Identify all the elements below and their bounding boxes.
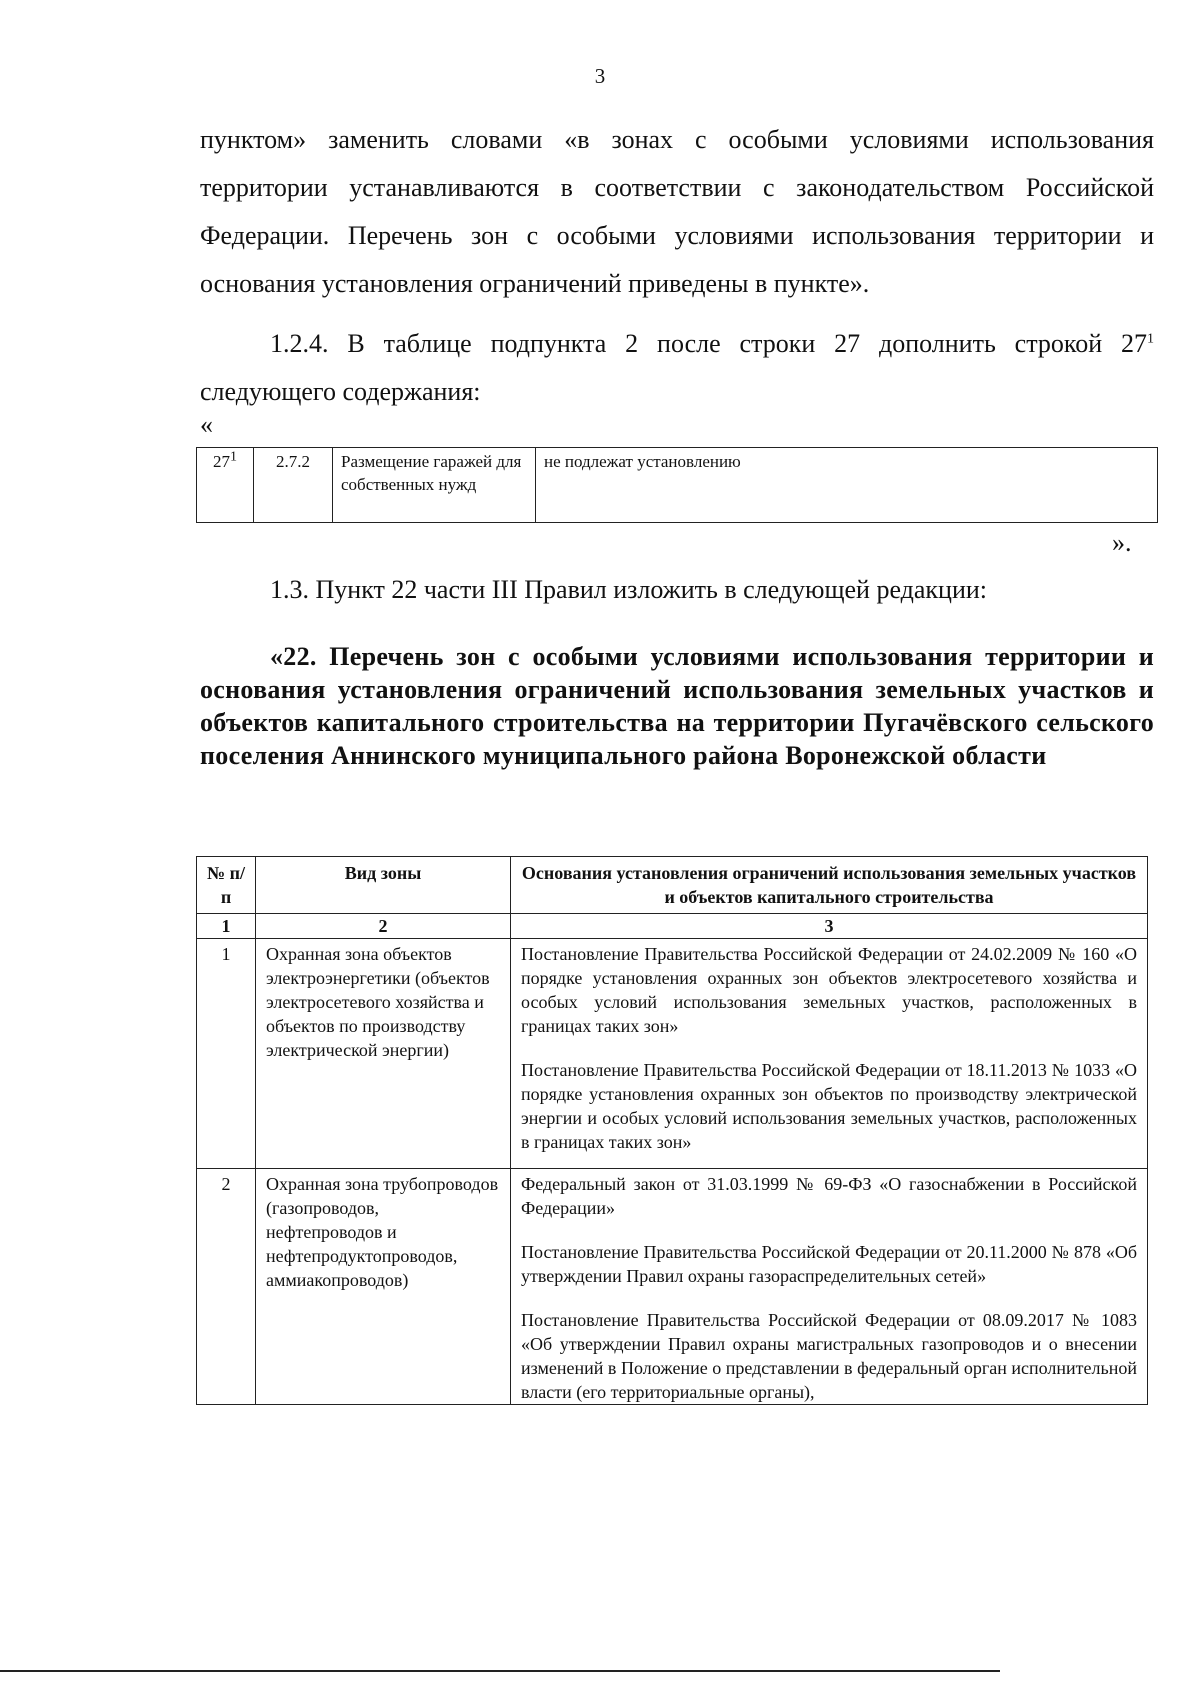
zone-type: Охранная зона объектов электроэнергетики (объектов электросетевого хозяйства и объектов по производству электрической энергии) (256, 939, 511, 1169)
page-number: 3 (594, 64, 606, 88)
grounds-cell (511, 1169, 1148, 1405)
opening-quote: « (200, 410, 213, 439)
header-grounds: Основания установления ограничений использования земельных участков и объектов капитального строительства (511, 857, 1148, 914)
paragraph-table-addition-text: 1.2.4. В таблице подпункта 2 после строки 27 дополнить строкой 27 (270, 329, 1147, 358)
grounds-item: Постановление Правительства Российской Федерации от 20.11.2000 № 878 «Об утверждении Правил охраны газораспределительных сетей» (521, 1242, 1137, 1286)
table-row (197, 1169, 1148, 1405)
scan-edge-line (0, 1670, 1000, 1672)
value-cell: не подлежат установлению (536, 448, 1158, 523)
inserted-row-table (196, 447, 1158, 523)
section-heading: «22. Перечень зон с особыми условиями использования территории и основания установления ограничений использования земельных участков и объектов капитального строительства на территории Пугачёвского сельского поселения Аннинского муниципального района Воронежской области (200, 642, 1154, 770)
paragraph-table-addition (200, 320, 1154, 416)
row-number: 2 (197, 1169, 256, 1405)
grounds-item: Постановление Правительства Российской Федерации от 24.02.2009 № 160 «О порядке установления охранных зон объектов электросетевого хозяйства и особых условий использования земельных участков, расположенных в границах таких зон» (521, 944, 1137, 1036)
grounds-cell (511, 939, 1148, 1169)
grounds-item: Постановление Правительства Российской Федерации от 18.11.2013 № 1033 «О порядке установления охранных зон объектов по производству электрической энергии и особых условий использования земельных участков, расположенных в границах таких зон» (521, 1060, 1137, 1152)
superscript: 1 (1147, 331, 1154, 347)
zone-type: Охранная зона трубопроводов (газопроводов, нефтепроводов и нефтепродуктопроводов, аммиакопроводов) (256, 1169, 511, 1405)
grounds-item: Федеральный закон от 31.03.1999 № 69-ФЗ «О газоснабжении в Российской Федерации» (521, 1174, 1137, 1218)
column-number-1: 1 (197, 914, 256, 939)
row-number-sup: 1 (230, 449, 237, 465)
row-number: 27 (213, 452, 230, 471)
zones-table (196, 856, 1148, 1405)
table-row (197, 939, 1148, 1169)
grounds-item: Постановление Правительства Российской Федерации от 08.09.2017 № 1083 «Об утверждении Правил охраны магистральных газопроводов и о внесении изменений в Положение о представлении в федеральный орган исполнительной власти (его территориальные органы), (521, 1310, 1137, 1402)
row-number: 1 (197, 939, 256, 1169)
row-number-cell (197, 448, 254, 523)
paragraph-clause-change: 1.3. Пункт 22 части III Правил изложить в следующей редакции: (270, 575, 988, 604)
use-name-cell: Размещение гаражей для собственных нужд (333, 448, 536, 523)
header-zone-type: Вид зоны (256, 857, 511, 914)
paragraph-table-addition-tail: следующего содержания: (200, 377, 481, 406)
code-cell: 2.7.2 (254, 448, 333, 523)
column-number-3: 3 (511, 914, 1148, 939)
header-number: № п/п (197, 857, 256, 914)
paragraph-amendment-text: пунктом» заменить словами «в зонах с особыми условиями использования территории устанавливаются в соответствии с законодательством Российской Федерации. Перечень зон с особыми условиями использования территории и основания установления ограничений приведены в пункте». (200, 125, 1154, 298)
closing-quote: ». (1112, 528, 1132, 557)
table-header-row (197, 857, 1148, 914)
column-number-2: 2 (256, 914, 511, 939)
table-row (197, 448, 1158, 523)
table-column-numbers-row (197, 914, 1148, 939)
